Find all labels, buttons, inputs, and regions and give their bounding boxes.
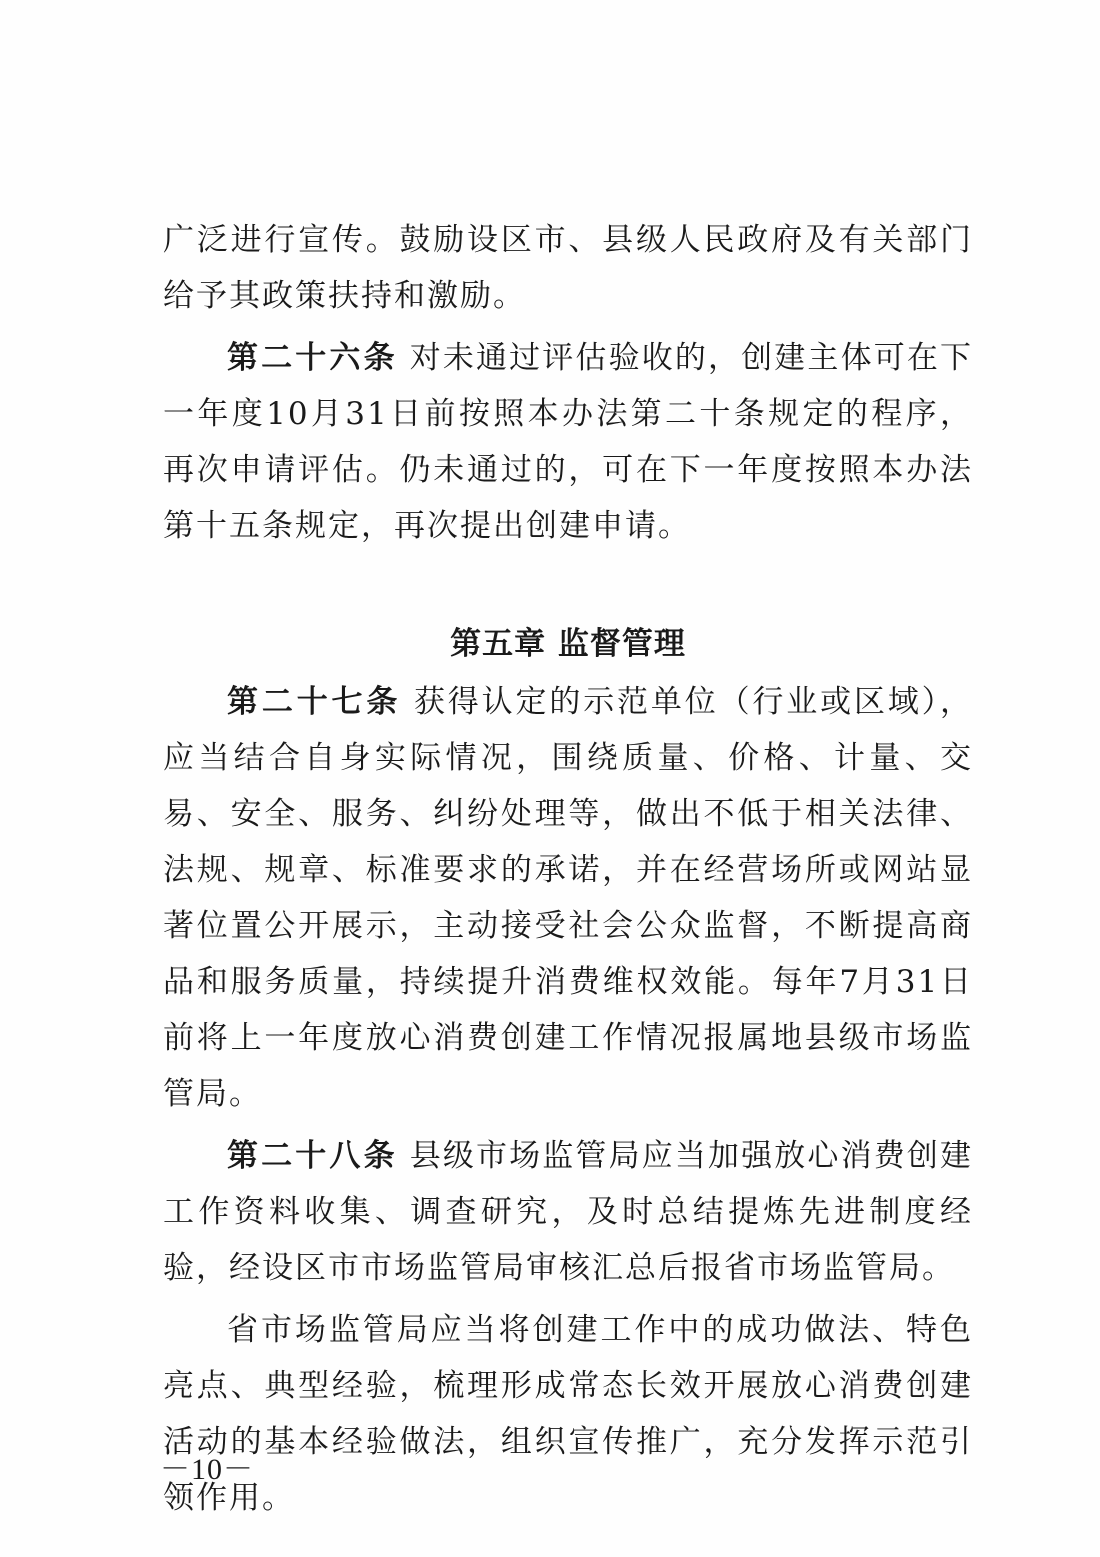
chapter-title: 第五章 监督管理 — [450, 626, 686, 662]
article-number: 第二十六条 — [227, 340, 398, 376]
paragraph-text: 广泛进行宣传。鼓励设区市、县级人民政府及有关部门给予其政策扶持和激励。 — [163, 222, 973, 314]
article-number: 第二十七条 — [227, 684, 402, 720]
article-number: 第二十八条 — [227, 1138, 398, 1174]
paragraph-provincial — [163, 1302, 973, 1526]
document-body — [163, 212, 973, 1526]
article-text: 获得认定的示范单位（行业或区域），应当结合自身实际情况，围绕质量、价格、计量、交易、安全、服务、纠纷处理等，做出不低于相关法律、法规、规章、标准要求的承诺，并在经营场所或网站显著位置公开展示，主动接受社会公众监督，不断提高商品和服务质量，持续提升消费维权效能。每年7月31日前将上一年度放心消费创建工作情况报属地县级市场监管局。 — [163, 684, 974, 1112]
paragraph-continuation — [163, 212, 973, 324]
article-28 — [163, 1128, 973, 1296]
article-26 — [163, 330, 973, 554]
article-text: 对未通过评估验收的，创建主体可在下一年度10月31日前按照本办法第二十条规定的程序，再次申请评估。仍未通过的，可在下一年度按照本办法第十五条规定，再次提出创建申请。 — [163, 340, 974, 544]
paragraph-text: 省市场监管局应当将创建工作中的成功做法、特色亮点、典型经验，梳理形成常态长效开展放心消费创建活动的基本经验做法，组织宣传推广，充分发挥示范引领作用。 — [163, 1312, 973, 1516]
page-number: －10－ — [160, 1453, 254, 1486]
article-27 — [163, 674, 973, 1122]
article-text: 县级市场监管局应当加强放心消费创建工作资料收集、调查研究，及时总结提炼先进制度经验，经设区市市场监管局审核汇总后报省市场监管局。 — [163, 1138, 974, 1286]
